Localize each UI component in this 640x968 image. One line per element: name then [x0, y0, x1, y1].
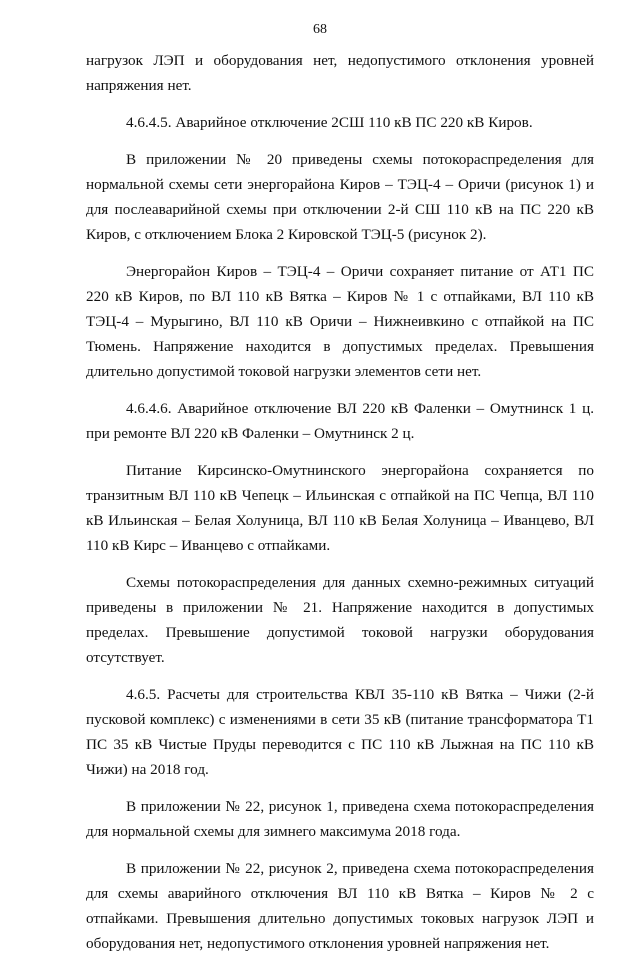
section-heading: 4.6.4.5. Аварийное отключение 2СШ 110 кВ ПС 220 кВ Киров. — [126, 114, 533, 131]
paragraph: нагрузок ЛЭП и оборудования нет, недопустимого отклонения уровней напряжения нет. — [86, 52, 594, 94]
page-number: 68 — [313, 22, 327, 37]
paragraph: В приложении № 22, рисунок 2, приведена схема потокораспределения для схемы аварийного отключения ВЛ 110 кВ Вятка – Киров № 2 с отпайками. Превышения длительно допустимых токовых нагрузок ЛЭП и оборудования нет, недопустимого отклонения уровней напряжения нет. — [86, 860, 594, 952]
paragraph: В приложении № 22, рисунок 1, приведена схема потокораспределения для нормальной схемы для зимнего максимума 2018 года. — [86, 798, 594, 840]
paragraph: Питание Кирсинско-Омутнинского энергорайона сохраняется по транзитным ВЛ 110 кВ Чепецк – Ильинская с отпайкой на ПС Чепца, ВЛ 110 кВ Ильинская – Белая Холуница, ВЛ 110 кВ Белая Холуница – Иванцево, ВЛ 110 кВ Кирс – Иванцево с отпайками. — [86, 462, 594, 554]
page-body — [86, 48, 594, 968]
section-heading: 4.6.5. Расчеты для строительства КВЛ 35-110 кВ Вятка – Чижи (2-й пусковой комплекс) с изменениями в сети 35 кВ (питание трансформатора Т1 ПС 35 кВ Чистые Пруды переводится с ПС 110 кВ Лыжная на ПС 110 кВ Чижи) на 2018 год. — [86, 686, 594, 778]
paragraph: Схемы потокораспределения для данных схемно-режимных ситуаций приведены в приложении № 21. Напряжение находится в допустимых пределах. Превышение допустимой токовой нагрузки оборудования отсутствует. — [86, 574, 594, 666]
paragraph: В приложении № 20 приведены схемы потокораспределения для нормальной схемы сети энергорайона Киров – ТЭЦ-4 – Оричи (рисунок 1) и для послеаварийной схемы при отключении 2-й СШ 110 кВ на ПС 220 кВ Киров, с отключением Блока 2 Кировской ТЭЦ-5 (рисунок 2). — [86, 151, 594, 243]
paragraph: Энергорайон Киров – ТЭЦ-4 – Оричи сохраняет питание от АТ1 ПС 220 кВ Киров, по ВЛ 110 кВ Вятка – Киров № 1 с отпайками, ВЛ 110 кВ ТЭЦ-4 – Мурыгино, ВЛ 110 кВ Оричи – Нижнеивкино с отпайкой на ПС Тюмень. Напряжение находится в допустимых пределах. Превышения длительно допустимой токовой нагрузки элементов сети нет. — [86, 263, 594, 380]
section-heading: 4.6.4.6. Аварийное отключение ВЛ 220 кВ Фаленки – Омутнинск 1 ц. при ремонте ВЛ 220 кВ Фаленки – Омутнинск 2 ц. — [86, 400, 594, 442]
